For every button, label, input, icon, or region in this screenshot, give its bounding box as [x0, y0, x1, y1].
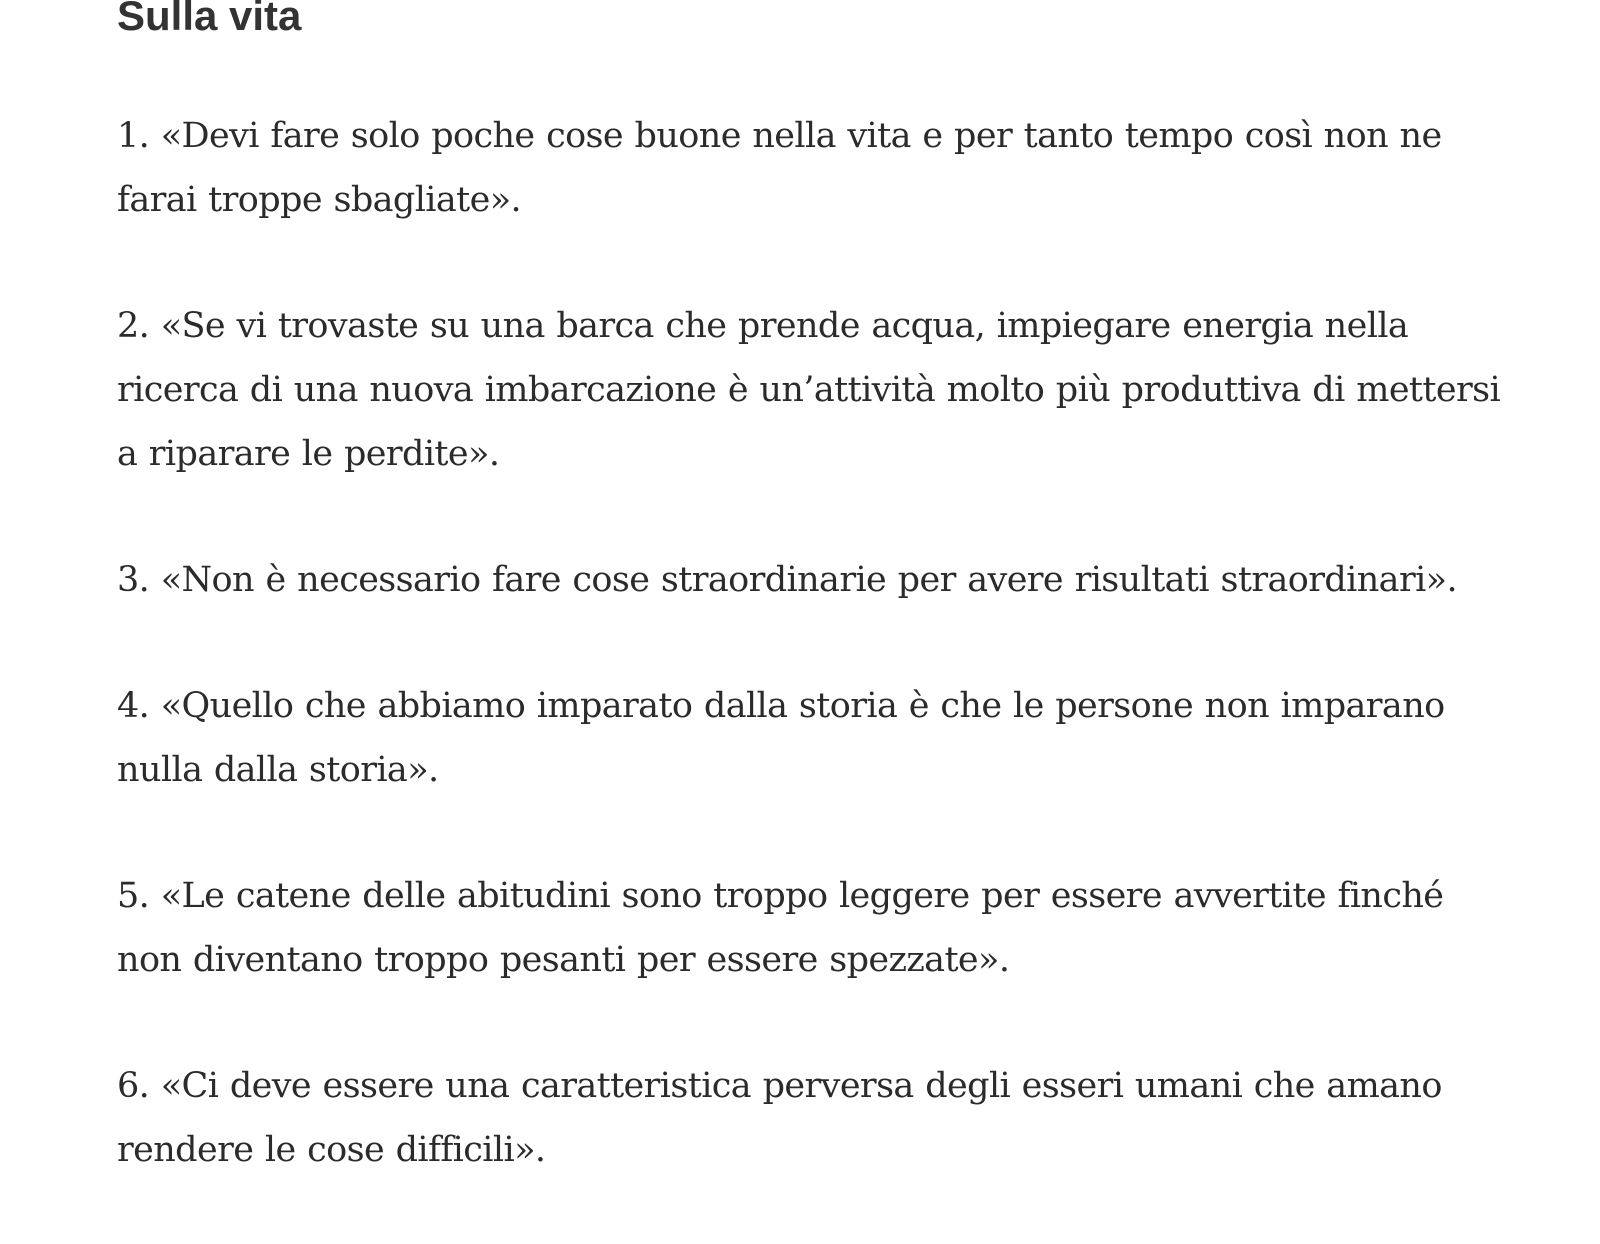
quote-item-2: 2. «Se vi trovaste su una barca che prende acqua, impiegare energia nella ricerca di una nuova imbarcazione è un’attività molto più produttiva di mettersi a riparare le perdite». — [117, 306, 1501, 474]
quote-item-1: 1. «Devi fare solo poche cose buone nella vita e per tanto tempo così non ne farai troppe sbagliate». — [117, 116, 1442, 220]
quote-item-4: 4. «Quello che abbiamo imparato dalla storia è che le persone non imparano nulla dalla storia». — [117, 686, 1445, 790]
quote-item-5: 5. «Le catene delle abitudini sono troppo leggere per essere avvertite finché non diventano troppo pesanti per essere spezzate». — [117, 876, 1444, 980]
quote-item-3: 3. «Non è necessario fare cose straordinarie per avere risultati straordinari». — [117, 560, 1458, 600]
section-heading: Sulla vita — [117, 0, 302, 39]
quote-item-6: 6. «Ci deve essere una caratteristica perversa degli esseri umani che amano rendere le cose difficili». — [117, 1066, 1442, 1170]
quote-list — [117, 104, 1517, 1244]
